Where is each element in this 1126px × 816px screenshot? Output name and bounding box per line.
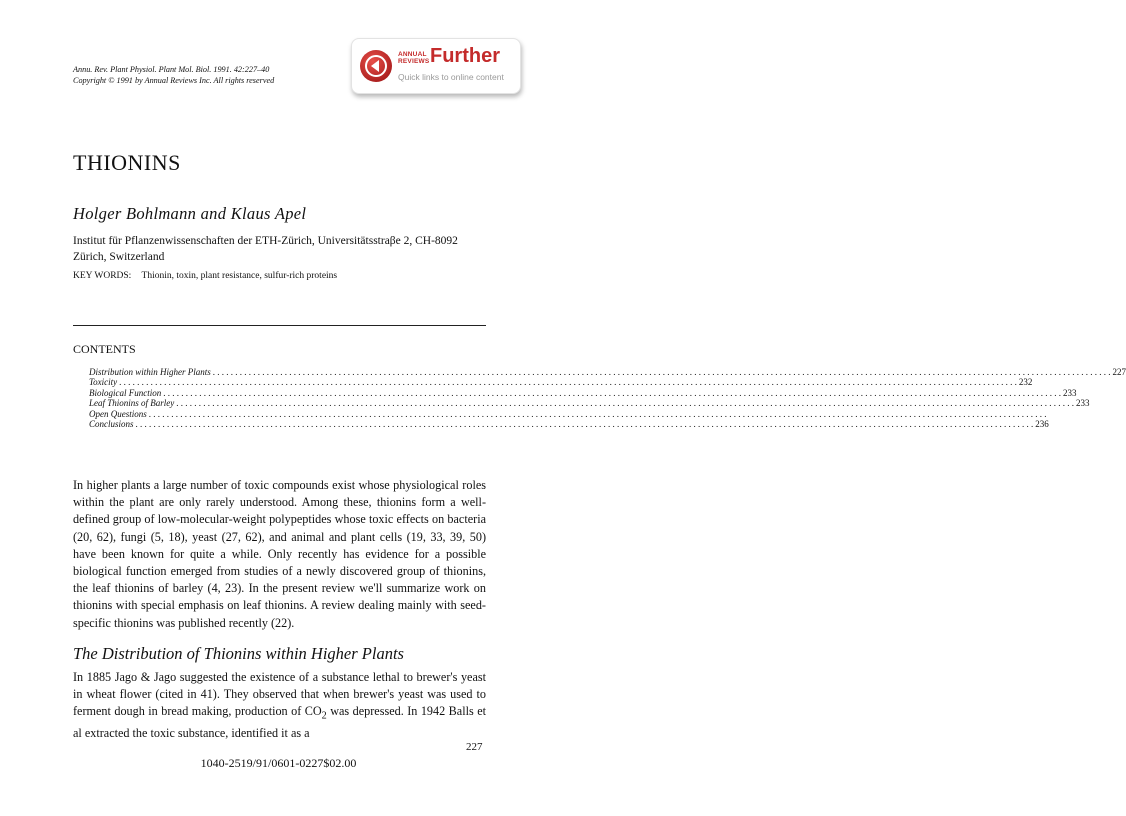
keywords-line [73, 271, 337, 281]
toc-entry-label: Conclusions [89, 419, 134, 429]
toc-entry[interactable] [89, 419, 1049, 430]
toc-entry[interactable] [89, 408, 1047, 419]
toc-entry-label: Distribution within Higher Plants [89, 366, 211, 377]
body-text: was depressed. In 1942 Balls et al extracted the toxic substance, identified it as a [73, 704, 486, 741]
author-affiliation: Institut für Pflanzenwissenschaften der ETH-Zürich, Universitätsstraβe 2, CH-8092 Zürich, Switzerland [73, 235, 458, 263]
toc-entry[interactable] [89, 387, 1077, 398]
toc-leader-dots: . . . . . . . . . . . . . . . . . . . . . . . . . . . . . . . . . . . . . . . . . . . . . . . . . . . . . . . . . . . . . . . . . . . . . . . . . . . . . . . . . . . . . . . . . . . . . . . . . . . . . . . . . . . . . . . . . . . . . . . . . . . . . . . . . . . . . . . . . . . . . . . . . . . . . . . . . . . . . . . . . . . . . . . . . . . . . . . . . . . . . . . . . . . . . . . . . . . . . . . . [119, 377, 1017, 387]
badge-tagline: Quick links to online content [398, 72, 504, 82]
toc-leader-dots: . . . . . . . . . . . . . . . . . . . . . . . . . . . . . . . . . . . . . . . . . . . . . . . . . . . . . . . . . . . . . . . . . . . . . . . . . . . . . . . . . . . . . . . . . . . . . . . . . . . . . . . . . . . . . . . . . . . . . . . . . . . . . . . . . . . . . . . . . . . . . . . . . . . . . . . . . . . . . . . . . . . . . . . . . . . . . . . . . . . . . . . . . . . . . . . . . . . . . . . . [148, 408, 1047, 419]
keywords-label: KEY WORDS: [73, 271, 132, 281]
article-code: 1040-2519/91/0601-0227$02.00 [200, 756, 357, 770]
toc-entry-page: 233 [1063, 387, 1077, 398]
journal-citation-block [73, 64, 343, 86]
toc-entry-label: Biological Function [89, 387, 162, 398]
toc-entry[interactable] [89, 366, 1126, 377]
badge-annual-reviews-label: ANNUAL REVIEWS [398, 51, 430, 65]
journal-copyright: Copyright © 1991 by Annual Reviews Inc. All rights reserved [73, 76, 275, 85]
journal-citation: Annu. Rev. Plant Physiol. Plant Mol. Biol. 1991. 42:227–40 [73, 65, 270, 74]
toc-entry-page: 232 [1018, 377, 1033, 387]
table-of-contents [89, 366, 1126, 429]
toc-entry-label: Leaf Thionins of Barley [89, 398, 175, 408]
toc-entry-page: 236 [1035, 419, 1049, 429]
toc-leader-dots: . . . . . . . . . . . . . . . . . . . . . . . . . . . . . . . . . . . . . . . . . . . . . . . . . . . . . . . . . . . . . . . . . . . . . . . . . . . . . . . . . . . . . . . . . . . . . . . . . . . . . . . . . . . . . . . . . . . . . . . . . . . . . . . . . . . . . . . . . . . . . . . . . . . . . . . . . . . . . . . . . . . . . . . . . . . . . . . . . . . . . . . . . . . . . . . . . . . . . . . . [176, 398, 1074, 408]
keywords-text: Thionin, toxin, plant resistance, sulfur-rich proteins [141, 271, 338, 281]
toc-leader-dots: . . . . . . . . . . . . . . . . . . . . . . . . . . . . . . . . . . . . . . . . . . . . . . . . . . . . . . . . . . . . . . . . . . . . . . . . . . . . . . . . . . . . . . . . . . . . . . . . . . . . . . . . . . . . . . . . . . . . . . . . . . . . . . . . . . . . . . . . . . . . . . . . . . . . . . . . . . . . . . . . . . . . . . . . . . . . . . . . . . . . . . . . . . . . . . . . . . . . . . . . [212, 366, 1111, 377]
annual-reviews-further-badge[interactable] [351, 38, 521, 94]
section-divider [73, 325, 486, 326]
contents-heading: CONTENTS [73, 342, 136, 356]
toc-entry[interactable] [89, 398, 1090, 409]
body-paragraph [73, 669, 486, 742]
toc-entry-label: Open Questions [89, 408, 147, 419]
page-number: 227 [466, 741, 483, 753]
section-heading: The Distribution of Thionins within Higher Plants [73, 644, 404, 663]
body-text: In 1885 Jago & Jago suggested the existence of a substance lethal to brewer's yeast in wheat flower (cited in 41). They observed that when brewer's yeast was used to ferment dough in bread making, production of CO [73, 670, 486, 719]
toc-leader-dots: . . . . . . . . . . . . . . . . . . . . . . . . . . . . . . . . . . . . . . . . . . . . . . . . . . . . . . . . . . . . . . . . . . . . . . . . . . . . . . . . . . . . . . . . . . . . . . . . . . . . . . . . . . . . . . . . . . . . . . . . . . . . . . . . . . . . . . . . . . . . . . . . . . . . . . . . . . . . . . . . . . . . . . . . . . . . . . . . . . . . . . . . . . . . . . . . . . . . . . . . [135, 419, 1034, 429]
toc-entry[interactable] [89, 377, 1033, 388]
toc-entry-label: Toxicity [89, 377, 118, 387]
toc-leader-dots: . . . . . . . . . . . . . . . . . . . . . . . . . . . . . . . . . . . . . . . . . . . . . . . . . . . . . . . . . . . . . . . . . . . . . . . . . . . . . . . . . . . . . . . . . . . . . . . . . . . . . . . . . . . . . . . . . . . . . . . . . . . . . . . . . . . . . . . . . . . . . . . . . . . . . . . . . . . . . . . . . . . . . . . . . . . . . . . . . . . . . . . . . . . . . . . . . . . . . . . . [163, 387, 1061, 398]
intro-paragraph: In higher plants a large number of toxic compounds exist whose physiological roles within the plant are only rarely understood. Among these, thionins form a well-defined group of low-molecular-weight polypeptides whose toxic effects on bacteria (20, 62), fungi (5, 18), yeast (27, 62), and animal and plant cells (19, 33, 39, 50) have been known for quite a while. Only recently has evidence for a possible biological function emerged from studies of a newly discovered group of thionins, the leaf thionins of barley (4, 23). In the present review we'll summarize work on thionins with special emphasis on leaf thionins. A review dealing mainly with seed-specific thionins was published recently (22). [73, 478, 486, 630]
article-authors: Holger Bohlmann and Klaus Apel [73, 204, 307, 223]
subscript: 2 [321, 710, 327, 722]
circle-arrow-left-icon [359, 49, 393, 83]
toc-entry-page: 227 [1112, 366, 1126, 377]
badge-further-label: Further [430, 45, 500, 67]
toc-entry-page: 233 [1076, 398, 1090, 408]
article-title: THIONINS [73, 150, 181, 175]
